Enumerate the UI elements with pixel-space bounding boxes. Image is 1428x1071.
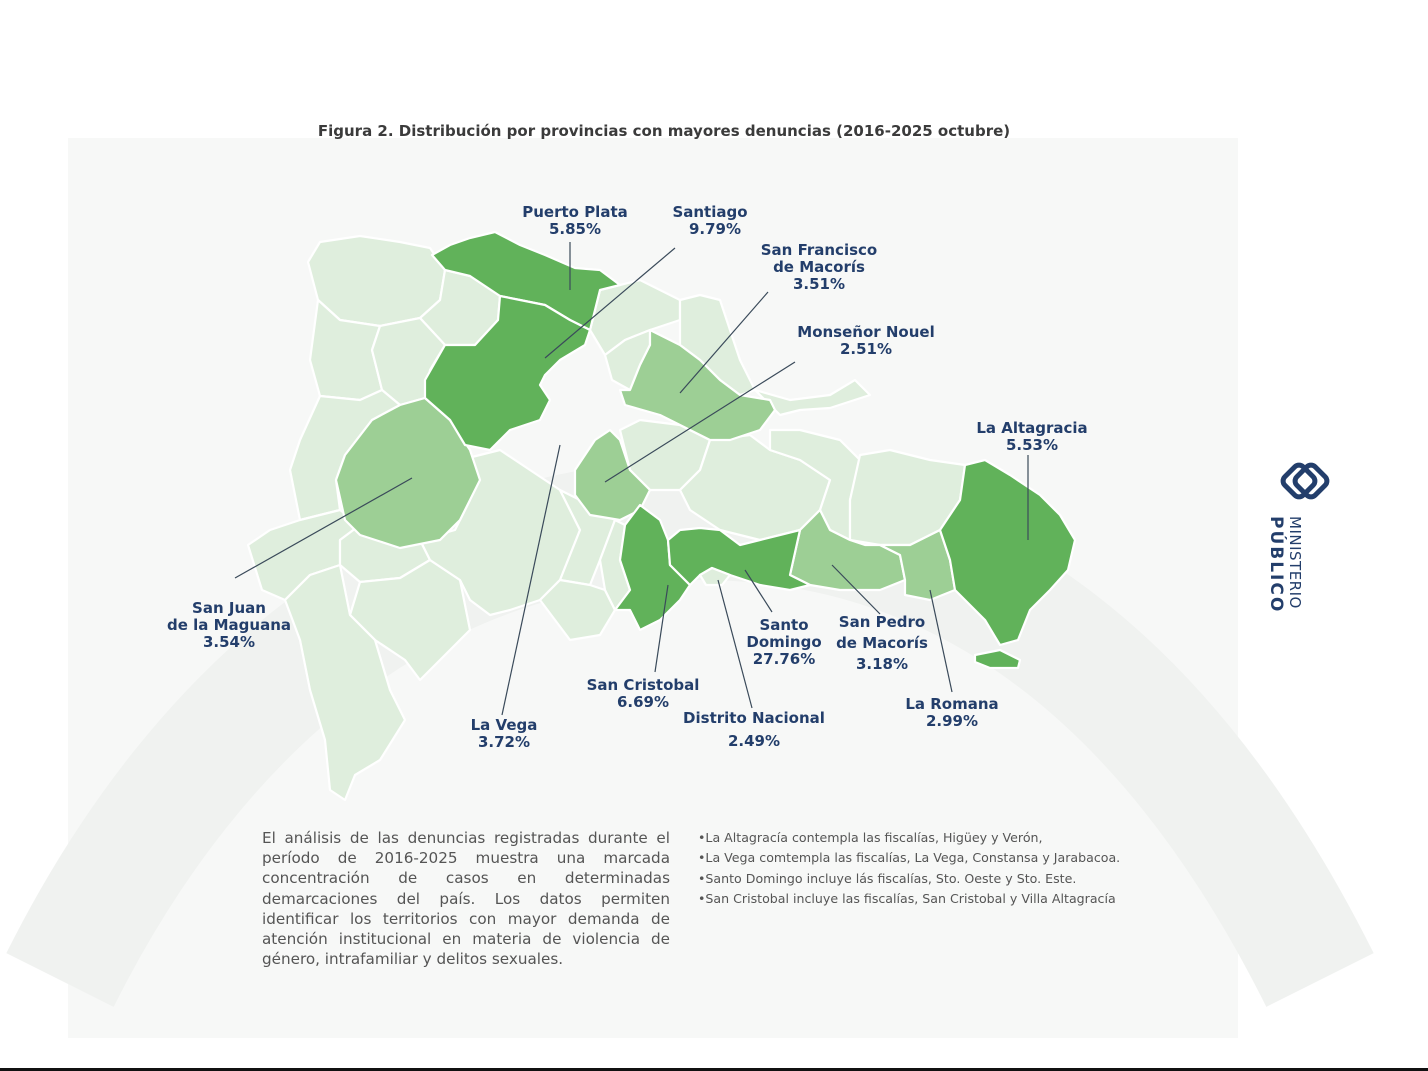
label-distrito-nacional <box>680 710 828 750</box>
label-value: 2.51% <box>839 340 893 358</box>
label-san-pedro-de-macoris <box>826 614 938 673</box>
note-item: •San Cristobal incluye las fiscalías, San Cristobal y Villa Altagracía <box>698 890 1116 906</box>
label-value: 5.85% <box>548 220 602 238</box>
note-item: •La Altagracía contempla las fiscalías, Higüey y Verón, <box>698 830 1043 845</box>
label-san-cristobal <box>578 677 708 711</box>
label-name: La Romana <box>905 695 999 713</box>
label-value: 9.79% <box>688 220 742 238</box>
label-line1: San Pedro <box>838 613 926 631</box>
label-name: Monseñor Nouel <box>797 323 935 341</box>
label-value: 27.76% <box>752 650 816 668</box>
label-name: Santiago <box>672 203 748 221</box>
label-line2: de Macorís <box>836 634 928 652</box>
label-name: San Cristobal <box>586 676 700 694</box>
label-santo-domingo <box>734 617 834 668</box>
label-san-juan-de-la-maguana <box>158 600 300 651</box>
label-value: 3.18% <box>855 655 909 673</box>
label-line2: de la Maguana <box>166 616 291 634</box>
label-line1: Santo <box>759 616 809 634</box>
label-name: Distrito Nacional <box>683 709 825 727</box>
label-name: La Vega <box>470 716 538 734</box>
label-line1: San Francisco <box>760 241 878 259</box>
label-value: 5.53% <box>1005 436 1059 454</box>
label-la-vega <box>454 717 554 751</box>
label-san-francisco-de-macoris <box>746 242 892 293</box>
label-value: 2.49% <box>727 732 781 750</box>
label-value: 6.69% <box>616 693 670 711</box>
province-saona-island <box>975 650 1020 668</box>
province-santo-domingo <box>668 528 810 590</box>
label-value: 2.99% <box>925 712 979 730</box>
figure-title: Figura 2. Distribución por provincias con mayores denuncias (2016-2025 octubre) <box>317 122 1011 140</box>
label-name: La Altagracia <box>976 419 1088 437</box>
label-puerto-plata <box>512 204 638 238</box>
body-paragraph: El análisis de las denuncias registradas durante el período de 2016-2025 muestra una marcada concentración de casos en determinadas demarcaciones del país. Los datos permiten identificar los territorios con mayor demanda de atención institucional en materia de violencia de género, intrafamiliar y delitos sexuales. <box>262 829 670 969</box>
label-value: 3.51% <box>792 275 846 293</box>
label-monsenor-nouel <box>786 324 946 358</box>
notes-list <box>698 828 1158 909</box>
label-line2: Domingo <box>746 633 822 651</box>
logo-text-publico: PÚBLICO <box>1266 516 1286 614</box>
label-value: 3.54% <box>202 633 256 651</box>
logo-text-ministerio: MINISTERIO <box>1286 516 1304 609</box>
label-la-altagracia <box>962 420 1102 454</box>
label-line2: de Macorís <box>773 258 865 276</box>
note-item: •La Vega comtempla las fiscalías, La Vega, Constansa y Jarabacoa. <box>698 850 1121 866</box>
label-name: Puerto Plata <box>522 203 628 221</box>
label-line1: San Juan <box>192 599 266 617</box>
note-item: •Santo Domingo incluye lás fiscalías, Sto. Oeste y Sto. Este. <box>698 870 1077 886</box>
label-value: 3.72% <box>477 733 531 751</box>
label-la-romana <box>896 696 1008 730</box>
label-santiago <box>660 204 760 238</box>
